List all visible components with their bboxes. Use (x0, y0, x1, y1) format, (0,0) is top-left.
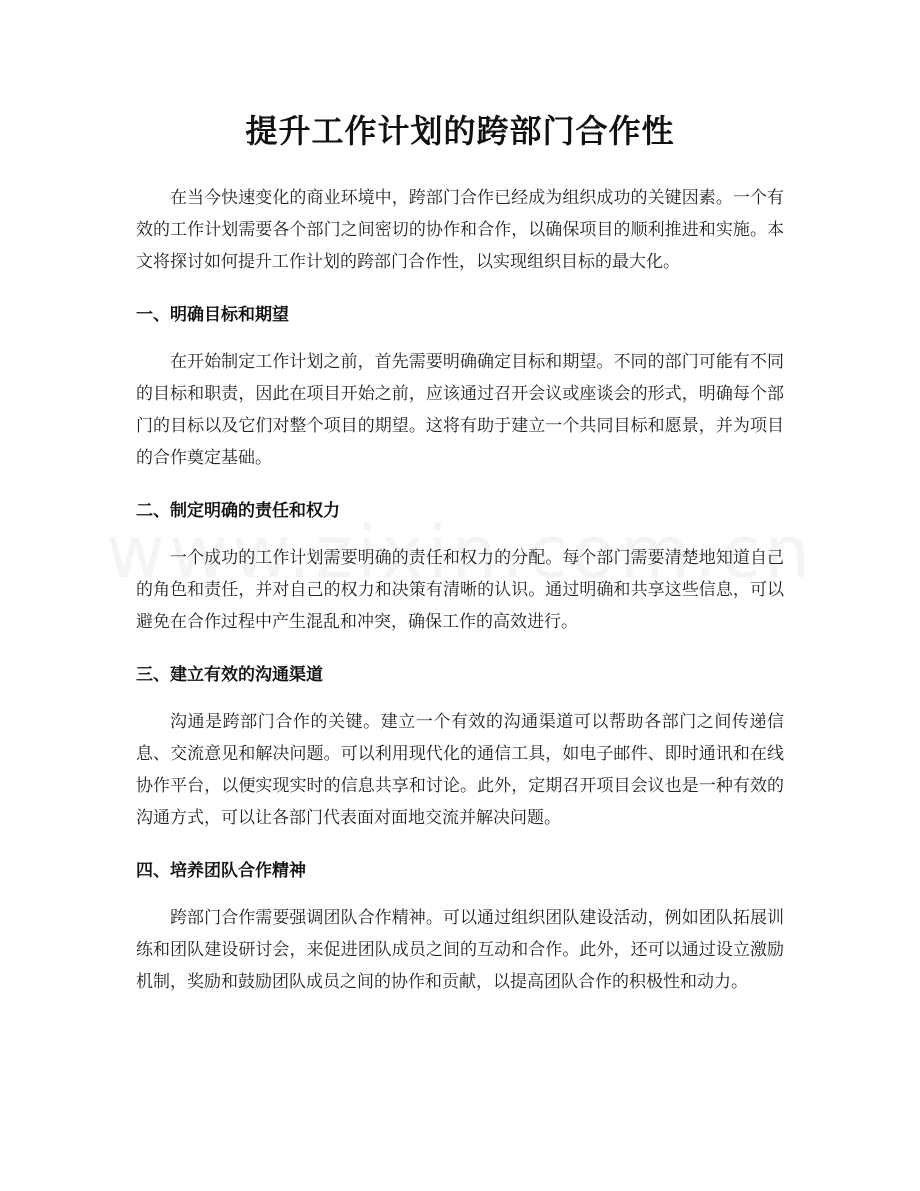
section-body-4: 跨部门合作需要强调团队合作精神。可以通过组织团队建设活动，例如团队拓展训练和团队建设研讨会，来促进团队成员之间的互动和合作。此外，还可以通过设立激励机制，奖励和鼓励团队成员之间的协作和贡献，以提高团队合作的积极性和动力。 (136, 908, 784, 992)
section-heading-3: 三、建立有效的沟通渠道 (136, 665, 323, 685)
intro-paragraph: 在当今快速变化的商业环境中，跨部门合作已经成为组织成功的关键因素。一个有效的工作计划需要各个部门之间密切的协作和合作，以确保项目的顺利推进和实施。本文将探讨如何提升工作计划的跨部门合作性，以实现组织目标的最大化。 (136, 188, 784, 272)
section-body-3: 沟通是跨部门合作的关键。建立一个有效的沟通渠道可以帮助各部门之间传递信息、交流意见和解决问题。可以利用现代化的通信工具，如电子邮件、即时通讯和在线协作平台，以便实现实时的信息共享和讨论。此外，定期召开项目会议也是一种有效的沟通方式，可以让各部门代表面对面地交流并解决问题。 (136, 712, 784, 828)
section-heading-4: 四、培养团队合作精神 (136, 861, 306, 881)
section-heading-1: 一、明确目标和期望 (136, 305, 289, 325)
section-body-1: 在开始制定工作计划之前，首先需要明确确定目标和期望。不同的部门可能有不同的目标和职责，因此在项目开始之前，应该通过召开会议或座谈会的形式，明确每个部门的目标以及它们对整个项目的期望。这将有助于建立一个共同目标和愿景，并为项目的合作奠定基础。 (136, 352, 784, 468)
section-body-2: 一个成功的工作计划需要明确的责任和权力的分配。每个部门需要清楚地知道自己的角色和责任，并对自己的权力和决策有清晰的认识。通过明确和共享这些信息，可以避免在合作过程中产生混乱和冲突，确保工作的高效进行。 (136, 548, 784, 632)
section-heading-2: 二、制定明确的责任和权力 (136, 501, 340, 521)
document-title: 提升工作计划的跨部门合作性 (245, 112, 675, 150)
